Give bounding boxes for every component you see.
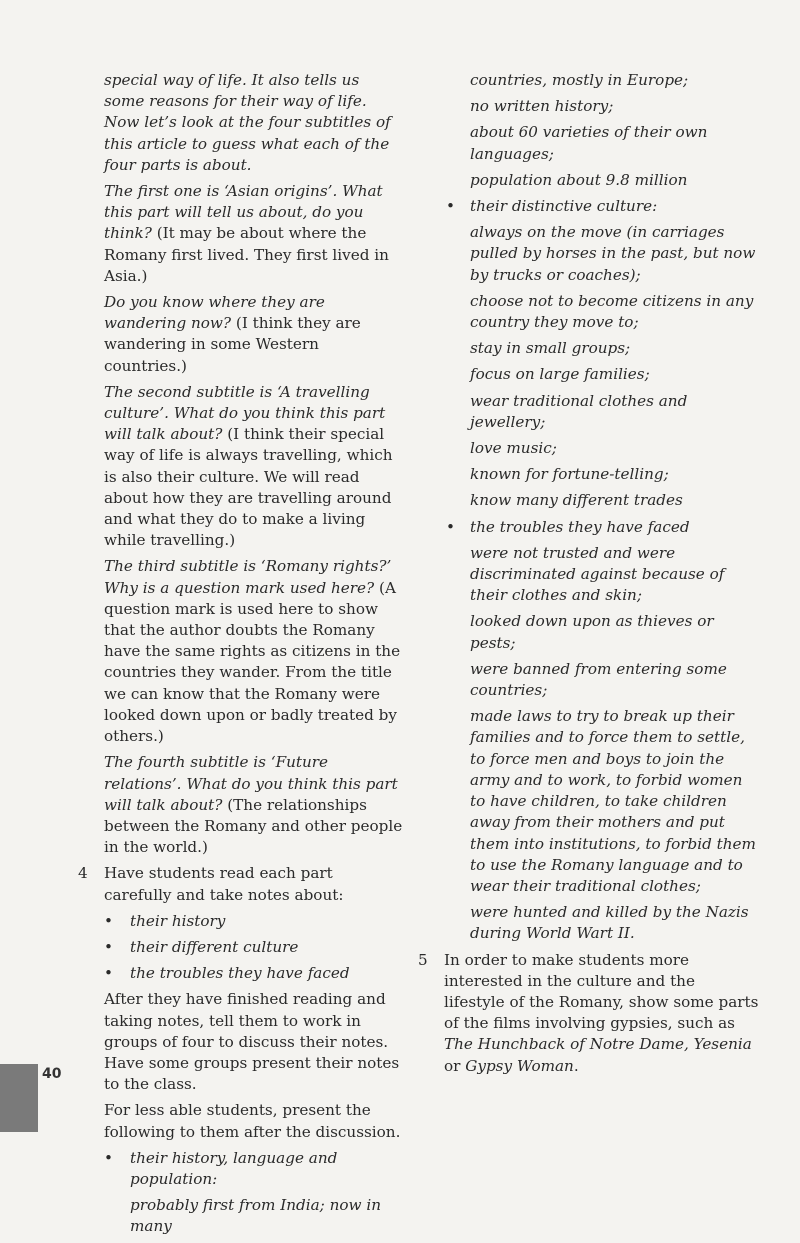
film-title-2: Gypsy Woman: [465, 1056, 574, 1075]
question-3: The second subtitle is ‘A travelling culture’. What do you think this part will talk about?: [104, 382, 386, 444]
note-bullet-3: • the troubles they have faced: [104, 963, 404, 984]
culture-item-5: wear traditional clothes and jewellery;: [470, 391, 688, 431]
question-5: The fourth subtitle is ‘Future relations’. What do you think this part will talk about?: [104, 753, 398, 814]
step-4-text: Have students read each part carefully and take notes about:: [104, 864, 344, 904]
answer-4: (A question mark is used here to show that the author doubts the Romany have the same rights as citizens in the countries they wander. From the title we can know that the Romany were looked down upon or badly treated by others.): [104, 578, 401, 746]
history-item-4: population about 9.8 million: [470, 170, 688, 189]
history-item-2: no written history;: [470, 97, 614, 116]
question-block-5: [104, 752, 404, 858]
culture-item-7: known for fortune-telling;: [470, 465, 669, 484]
question-4: The third subtitle is ‘Romany rights?’ Why is a question mark used here?: [104, 557, 392, 597]
culture-item-4: focus on large families;: [470, 365, 650, 384]
culture-item-1: always on the move (in carriages pulled by horses in the past, but now by trucks or coaches);: [470, 223, 756, 284]
answer-1: (It may be about where the Romany first lived. They first lived in Asia.): [104, 224, 389, 285]
history-line: probably first from India; now in many: [130, 1196, 382, 1236]
answer-5: (The relationships between the Romany and other people in the world.): [104, 795, 403, 857]
less-able-paragraph: For less able students, present the following to them after the discussion.: [104, 1101, 401, 1141]
question-block-4: [104, 556, 404, 747]
trouble-item-1: were not trusted and were discriminated against because of their clothes and skin;: [470, 543, 725, 605]
question-block-2: [104, 292, 404, 377]
step-5-number: 5: [418, 950, 428, 969]
culture-item-2: choose not to become citizens in any country they move to;: [470, 291, 754, 332]
right-column: [418, 70, 760, 1082]
question-block-3: [104, 382, 404, 552]
step-4-number: 4: [78, 864, 88, 883]
question-2: Do you know where they are wandering now?: [104, 293, 325, 333]
trouble-item-2: looked down upon as thieves or pests;: [470, 612, 714, 652]
page-number: 40: [42, 1066, 62, 1082]
note-bullet-2: • their different culture: [104, 937, 404, 958]
step-5-or: or: [444, 1056, 466, 1075]
trouble-item-5: were hunted and killed by the Nazis during World Wart II.: [470, 903, 749, 943]
answer-2: (I think they are wandering in some Western countries.): [104, 314, 361, 375]
question-1: The first one is ‘Asian origins’. What this part will tell us about, do you think?: [104, 182, 383, 243]
intro-paragraph: special way of life. It also tells us some reasons for their way of life. Now let’s look at the four subtitles of this article to guess what each of the four parts is about.: [104, 71, 391, 174]
page-tab: [0, 1064, 38, 1132]
answer-3: (I think their special way of life is always travelling, which is also their culture. We will read about how they are travelling around and what they do to make a living while travelling.): [104, 425, 393, 550]
left-column: [78, 70, 404, 1243]
trouble-item-4: made laws to try to break up their families and to force them to settle, to force men and boys to join the army and to work, to forbid women to have children, to take children away from their mothers and put them into institutions, to forbid them to use the Romany language and to wear their traditional clothes;: [470, 707, 756, 895]
history-item-3: about 60 varieties of their own languages;: [470, 123, 708, 163]
step-5-text: In order to make students more interested in the culture and the lifestyle of the Romany, show some parts of the films involving gypsies, such as: [444, 950, 759, 1033]
question-block-1: [104, 181, 404, 287]
culture-bullet: • their distinctive culture:: [446, 196, 760, 217]
history-item-1: countries, mostly in Europe;: [470, 71, 689, 89]
trouble-item-3: were banned from entering some countries;: [470, 659, 727, 700]
culture-item-6: love music;: [470, 439, 557, 458]
after-notes-paragraph: After they have finished reading and taking notes, tell them to work in groups of four to discuss their notes. Have some groups present their notes to the class.: [104, 990, 400, 1094]
step-4: [78, 863, 404, 905]
step-5-end: .: [573, 1056, 579, 1075]
history-bullet: • their history, language and population:: [104, 1148, 404, 1190]
culture-item-8: know many different trades: [470, 491, 683, 510]
troubles-bullet: • the troubles they have faced: [446, 517, 760, 538]
culture-item-3: stay in small groups;: [470, 339, 631, 358]
film-titles-1: The Hunchback of Notre Dame, Yesenia: [444, 1035, 752, 1054]
note-bullet-1: • their history: [104, 911, 404, 932]
step-5: [418, 950, 760, 1077]
